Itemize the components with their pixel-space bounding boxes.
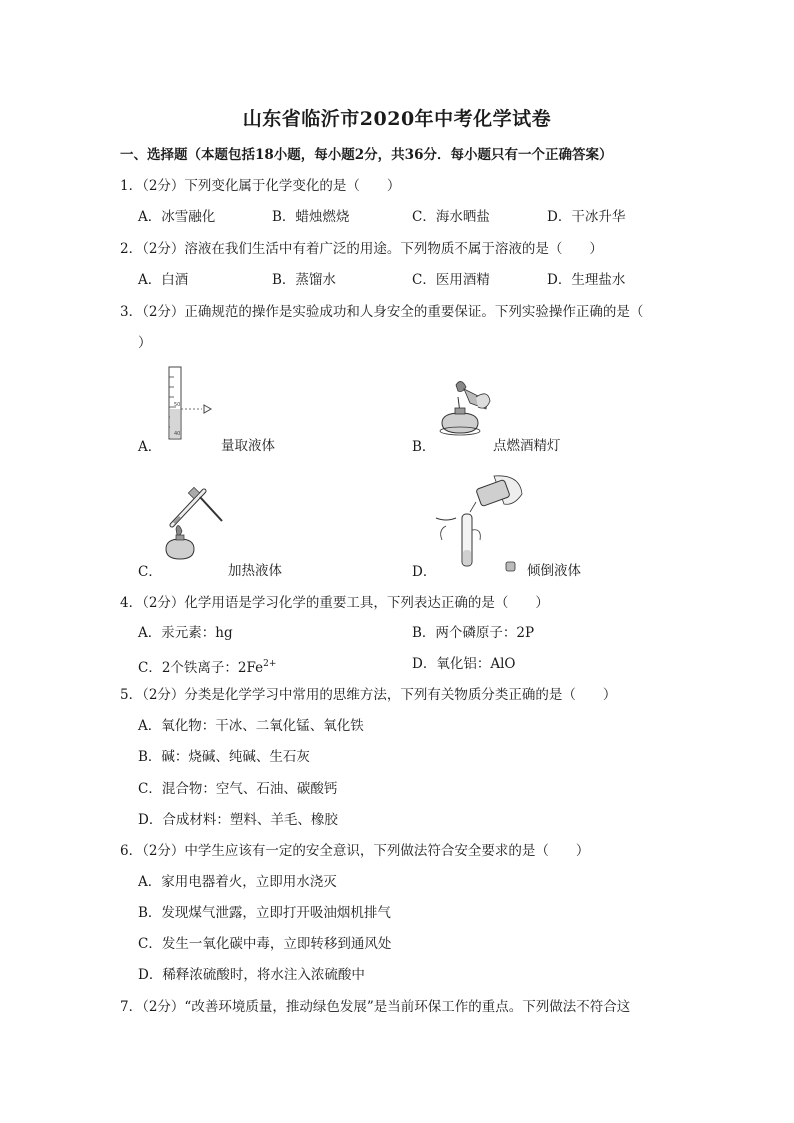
question-5-option-a: A．氧化物：干冰、二氧化锰、氧化铁 xyxy=(138,718,364,734)
question-2-option-a: A．白酒 xyxy=(138,272,189,288)
question-2-stem: 2．（2分）溶液在我们生活中有着广泛的用途。下列物质不属于溶液的是（ ） xyxy=(120,241,603,257)
question-3-caption-d: 倾倒液体 xyxy=(527,563,581,579)
question-1-option-d: D．干冰升华 xyxy=(547,209,626,225)
question-3-option-c: C． xyxy=(138,564,162,580)
question-3-option-b: B． xyxy=(412,439,436,455)
question-5-stem: 5．（2分）分类是化学学习中常用的思维方法，下列有关物质分类正确的是（ ） xyxy=(120,687,617,703)
question-7-stem: 7．（2分）“改善环境质量，推动绿色发展”是当前环保工作的重点。下列做法不符合这 xyxy=(120,999,631,1015)
question-1-stem: 1．（2分）下列变化属于化学变化的是（ ） xyxy=(120,178,401,194)
question-4-stem: 4．（2分）化学用语是学习化学的重要工具，下列表达正确的是（ ） xyxy=(120,595,549,611)
page-title: 山东省临沂市2020年中考化学试卷 xyxy=(242,108,552,130)
question-5-option-d: D．合成材料：塑料、羊毛、橡胶 xyxy=(138,812,338,828)
question-6-option-a: A．家用电器着火，立即用水浇灭 xyxy=(138,874,337,890)
question-6-option-b: B．发现煤气泄露，立即打开吸油烟机排气 xyxy=(138,905,391,921)
question-6-option-c: C．发生一氧化碳中毒，立即转移到通风处 xyxy=(138,936,392,952)
question-2-option-c: C．医用酒精 xyxy=(412,272,490,288)
question-6-stem: 6．（2分）中学生应该有一定的安全意识，下列做法符合安全要求的是（ ） xyxy=(120,843,590,859)
question-3-option-d: D． xyxy=(412,564,437,580)
cylinder-tick-label: 50 xyxy=(174,402,181,408)
question-4-option-d: D．氧化铝：AlO xyxy=(412,656,516,672)
question-3-stem: 3．（2分）正确规范的操作是实验成功和人身安全的重要保证。下列实验操作正确的是（ xyxy=(120,304,644,320)
question-3-caption-b: 点燃酒精灯 xyxy=(493,438,561,454)
question-2-option-b: B．蒸馏水 xyxy=(272,272,336,288)
question-4-option-b: B．两个磷原子：2P xyxy=(412,625,535,641)
heating-liquid-figure xyxy=(160,485,226,565)
question-6-option-d: D．稀释浓硫酸时，将水注入浓硫酸中 xyxy=(138,967,365,983)
pouring-liquid-figure xyxy=(434,470,528,576)
graduated-cylinder-figure xyxy=(160,365,220,443)
cylinder-tick-label: 40 xyxy=(174,431,181,437)
question-5-option-b: B．碱：烧碱、纯碱、生石灰 xyxy=(138,749,310,765)
question-1-option-a: A．冰雪融化 xyxy=(138,209,216,225)
question-3-option-a: A． xyxy=(138,439,162,455)
question-3-stem-end: ） xyxy=(138,335,152,351)
question-4-option-c xyxy=(138,655,276,677)
question-3-caption-c: 加热液体 xyxy=(228,563,282,579)
question-1-option-b: B．蜡烛燃烧 xyxy=(272,209,350,225)
question-4-option-a: A．汞元素：hg xyxy=(138,625,233,641)
question-3-caption-a: 量取液体 xyxy=(221,438,275,454)
question-4-option-c-text: C．2个铁离子：2Fe xyxy=(138,660,264,676)
section-heading: 一、选择题（本题包括18小题，每小题2分，共36分．每小题只有一个正确答案） xyxy=(120,147,613,163)
question-4-option-c-charge: 2+ xyxy=(263,659,277,669)
question-5-option-c: C．混合物：空气、石油、碳酸钙 xyxy=(138,781,338,797)
question-2-option-d: D．生理盐水 xyxy=(547,272,626,288)
question-1-option-c: C．海水晒盐 xyxy=(412,209,490,225)
alcohol-lamp-lighting-figure xyxy=(428,375,494,439)
